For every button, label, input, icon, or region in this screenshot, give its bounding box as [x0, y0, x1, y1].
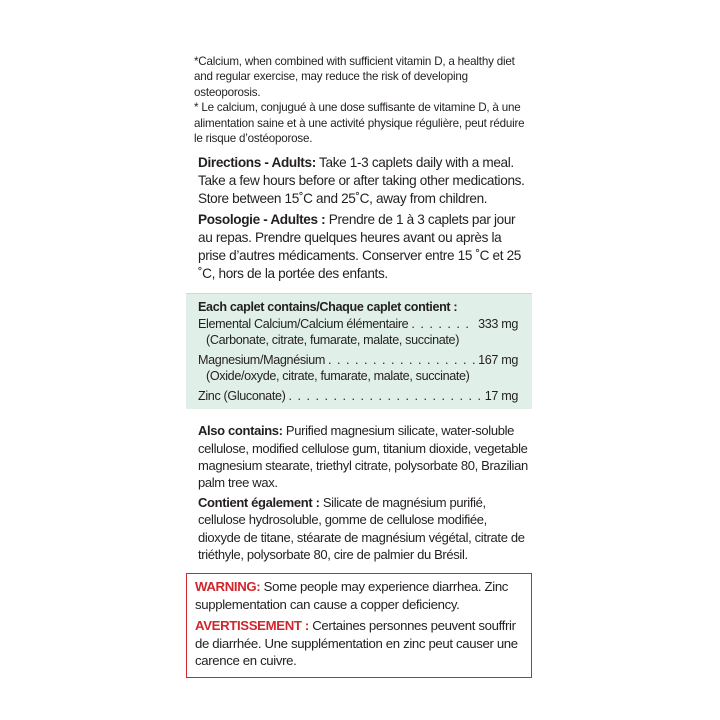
leader-dots — [289, 388, 482, 405]
warning-english — [195, 578, 519, 613]
ingredient-name: Elemental Calcium/Calcium élémentaire — [198, 316, 409, 331]
ingredient-name: Magnesium/Magnésium — [198, 352, 326, 367]
also-contains-heading: Also contains: — [198, 423, 283, 439]
ingredients-panel — [186, 293, 532, 409]
footnote-english: *Calcium, when combined with sufficient vitamin D, a healthy diet and regular exercise, may reduce the risk of developing osteoporosis. — [194, 55, 515, 99]
ingredient-detail: (Oxide/oxyde, citrate, fumarate, malate, succinate) — [206, 369, 470, 384]
posologie-text: Prendre de 1 à 3 caplets par jour au repas. Prendre quelques heures avant ou après la prise d’autres médicaments. Conserver entre 15 ˚C et 25 ˚C, hors de la portée des enfants. — [198, 212, 522, 282]
ingredient-row — [198, 388, 518, 405]
ingredient-row — [198, 352, 518, 369]
avertissement-text: Certaines personnes peuvent souffrir de diarrhée. Une supplémentation en zinc peut causer une carence en cuivre. — [195, 618, 518, 669]
footnote-french: * Le calcium, conjugué à une dose suffisante de vitamine D, à une alimentation saine et à une activité physique régulière, peut réduire le risque d’ostéoporose. — [194, 101, 525, 146]
also-contains-english — [198, 422, 532, 491]
ingredient-amount: 17 mg — [484, 388, 518, 403]
warning-heading: WARNING: — [195, 579, 261, 595]
directions-french — [198, 211, 532, 283]
ingredients-title: Each caplet contains/Chaque caplet contient : — [198, 300, 458, 315]
contient-section — [186, 494, 532, 563]
directions-heading: Directions - Adults: — [198, 155, 316, 171]
ingredient-name: Zinc (Gluconate) — [198, 388, 286, 403]
product-label — [186, 54, 532, 678]
warning-french — [195, 617, 519, 670]
ingredient-row — [198, 316, 518, 333]
directions-text: Take 1-3 caplets daily with a meal. Take a few hours before or after taking other medications. Store between 15˚C and 25˚C, away from children. — [198, 155, 525, 207]
directions-section — [186, 154, 532, 208]
posologie-section — [186, 211, 532, 283]
contient-heading: Contient également : — [198, 495, 320, 511]
also-contains-section — [186, 422, 532, 491]
warning-box — [186, 573, 532, 678]
leader-dots — [328, 352, 475, 369]
also-contains-text: Purified magnesium silicate, water-soluble cellulose, modified cellulose gum, titanium dioxide, vegetable magnesium stearate, triethyl citrate, polysorbate 80, Brazilian palm tree wax. — [198, 423, 528, 491]
directions-english — [198, 154, 532, 208]
calcium-footnote — [186, 54, 532, 146]
ingredient-amount: 333 mg — [478, 316, 518, 331]
avertissement-heading: AVERTISSEMENT : — [195, 618, 309, 634]
leader-dots — [411, 316, 475, 333]
also-contains-french — [198, 494, 532, 563]
ingredient-amount: 167 mg — [478, 352, 518, 367]
ingredient-detail: (Carbonate, citrate, fumarate, malate, succinate) — [206, 333, 460, 348]
posologie-heading: Posologie - Adultes : — [198, 212, 326, 228]
contient-text: Silicate de magnésium purifié, cellulose hydrosoluble, gomme de cellulose modifiée, dioxyde de titane, stéarate de magnésium végétal, citrate de triéthyle, polysorbate 80, cire de palmier du Brésil. — [198, 495, 525, 562]
warning-text: Some people may experience diarrhea. Zinc supplementation can cause a copper deficiency. — [195, 579, 509, 612]
